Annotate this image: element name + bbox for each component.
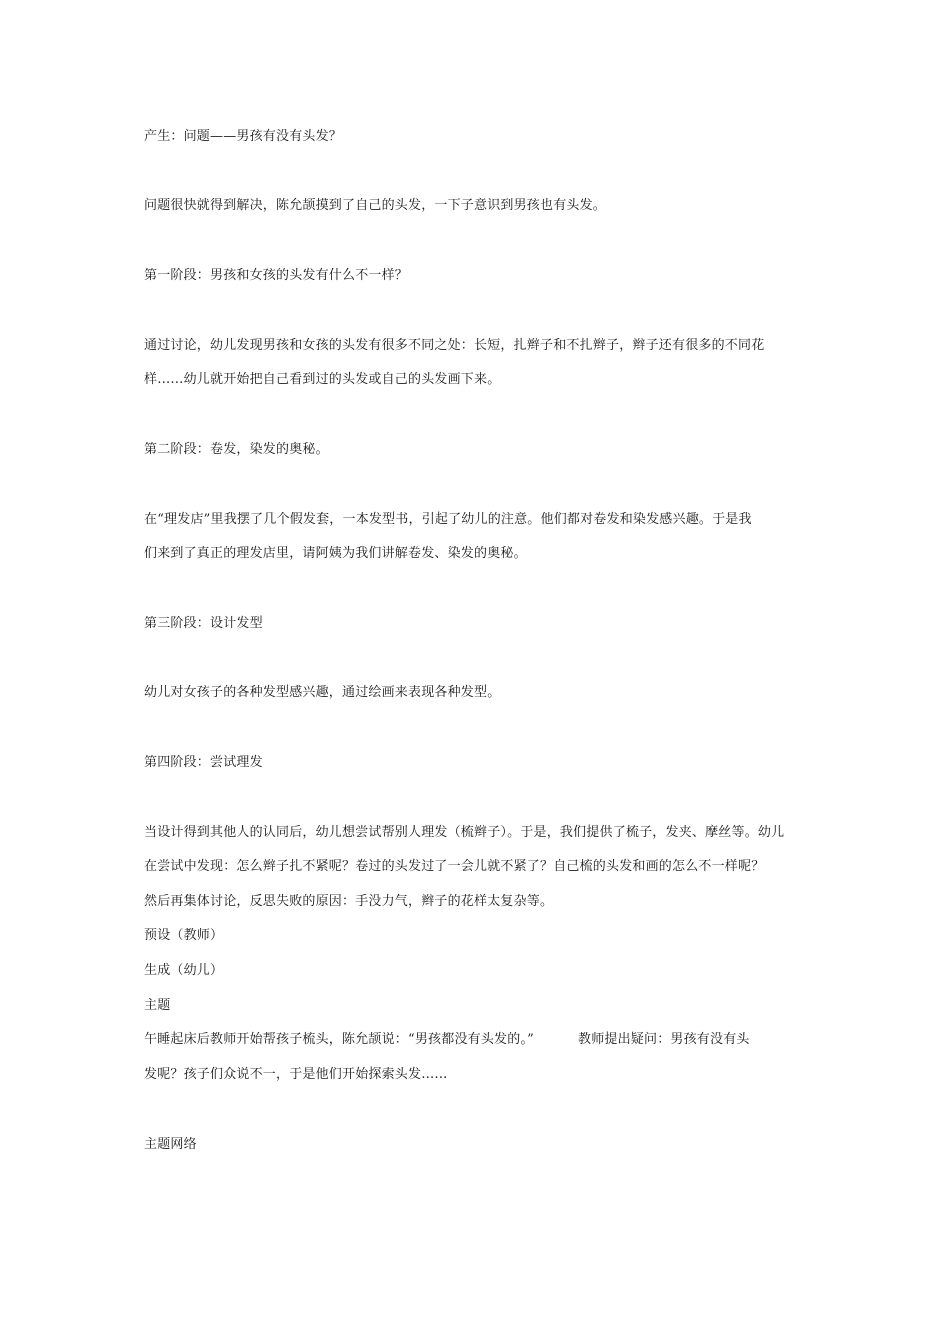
text-line-stage-two-a: 在“理发店”里我摆了几个假发套，一本发型书，引起了幼儿的注意。他们都对卷发和染发感兴趣。于是我 [144,512,752,527]
text-line-stage-one-a: 通过讨论，幼儿发现男孩和女孩的头发有很多不同之处：长短，扎辫子和不扎辫子，辫子还有很多的不同花 [144,338,765,353]
text-line-problem-solved: 问题很快就得到解决，陈允颉摸到了自己的头发，一下子意识到男孩也有头发。 [144,198,607,213]
text-line-theme-a [144,1031,824,1049]
heading-stage-two: 第二阶段：卷发，染发的奥秘。 [144,442,329,457]
text-line-stage-four-c: 然后再集体讨论，反思失败的原因：手没力气，辫子的花样太复杂等。 [144,894,554,909]
text-line-origin: 产生：问题——男孩有没有头发？ [144,129,343,144]
text-line-stage-two-b: 们来到了真正的理发店里，请阿姨为我们讲解卷发、染发的奥秘。 [144,546,527,561]
label-generated-children: 生成（幼儿） [144,963,224,978]
label-theme: 主题 [144,998,171,1013]
text-line-stage-four-a: 当设计得到其他人的认同后，幼儿想尝试帮别人理发（梳辫子）。于是，我们提供了梳子，发夹、摩丝等。幼儿 [144,825,785,840]
text-line-theme-a-part2: 教师提出疑问：男孩有没有头 [578,1032,750,1047]
text-line-stage-three: 幼儿对女孩子的各种发型感兴趣，通过绘画来表现各种发型。 [144,685,501,700]
heading-stage-three: 第三阶段：设计发型 [144,616,263,631]
text-line-theme-b: 发呢？孩子们众说不一，于是他们开始探索头发…… [144,1067,448,1082]
heading-stage-one: 第一阶段：男孩和女孩的头发有什么不一样？ [144,268,409,283]
text-line-stage-one-b: 样……幼儿就开始把自己看到过的头发或自己的头发画下来。 [144,372,501,387]
heading-stage-four: 第四阶段：尝试理发 [144,755,263,770]
text-line-theme-a-part1: 午睡起床后教师开始帮孩子梳头，陈允颉说：“男孩都没有头发的。” [144,1032,534,1047]
label-theme-network: 主题网络 [144,1137,197,1152]
label-preset-teacher: 预设（教师） [144,928,224,943]
text-line-stage-four-b: 在尝试中发现：怎么辫子扎不紧呢？卷过的头发过了一会儿就不紧了？自己梳的头发和画的怎么不一样呢？ [144,859,765,874]
